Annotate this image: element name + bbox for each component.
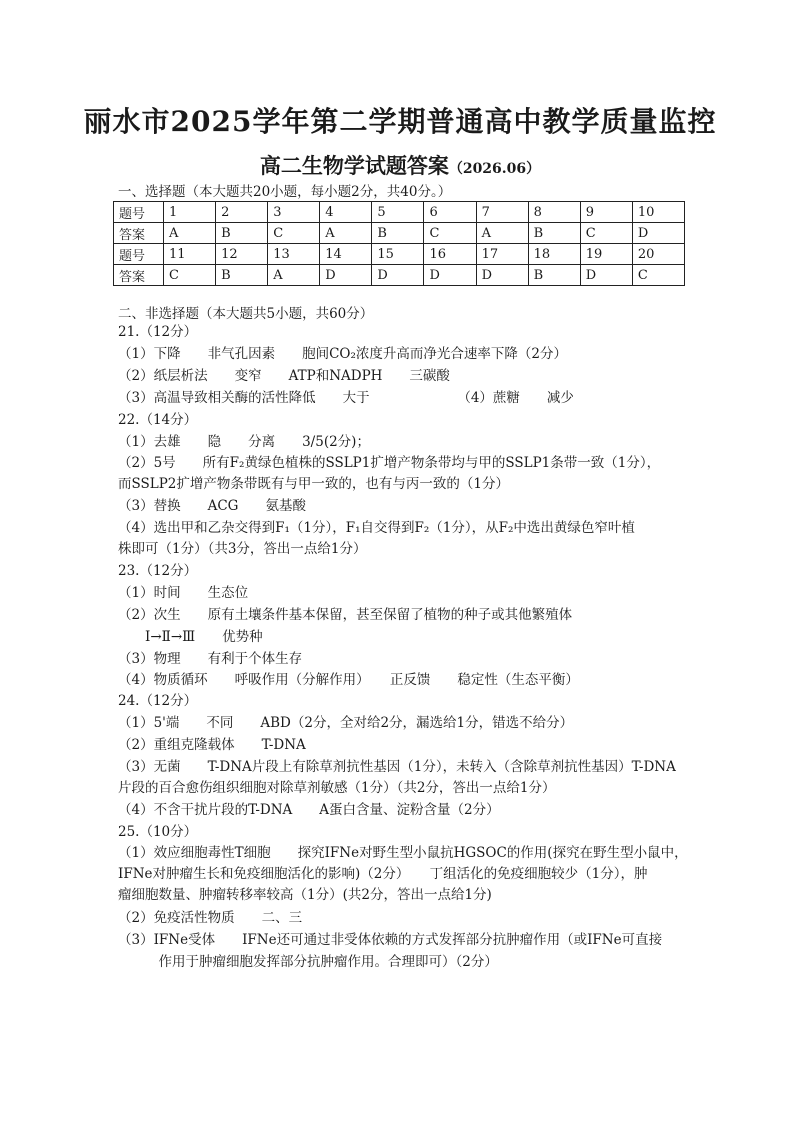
subtitle-date: （2026.06） [448, 161, 541, 177]
table-cell: 15 [372, 244, 424, 265]
subtitle-text: 高二生物学试题答案 [259, 153, 449, 178]
answer-line: 而SSLP2扩增产物条带既有与甲一致的，也有与丙一致的（1分） [118, 476, 509, 492]
table-cell: B [528, 265, 580, 286]
table-row [114, 223, 685, 244]
answer-line: （1）时间 生态位 [118, 585, 249, 601]
table-cell: 8 [528, 202, 580, 223]
table-cell: D [372, 265, 424, 286]
table-cell: 5 [372, 202, 424, 223]
table-cell: B [372, 223, 424, 244]
table-cell: A [268, 265, 320, 286]
answer-line: （1）效应细胞毒性T细胞 探究IFNe对野生型小鼠抗HGSOC的作用(探究在野生型小鼠中， [118, 845, 688, 861]
table-cell: 14 [320, 244, 372, 265]
section-2-heading: 二、非选择题（本大题共5小题，共60分） [118, 306, 374, 322]
table-cell: C [424, 223, 476, 244]
answer-line: （1）去雄 隐 分离 3/5(2分)； [118, 434, 370, 450]
answer-line: （3）IFNe受体 IFNe还可通过非受体依赖的方式发挥部分抗肿瘤作用（或IFNe可直接 [118, 932, 663, 948]
table-row-header: 答案 [114, 265, 164, 286]
table-row-header: 答案 [114, 223, 164, 244]
table-cell: B [216, 265, 268, 286]
table-cell: 1 [164, 202, 216, 223]
section-1-heading: 一、选择题（本大题共20小题，每小题2分，共40分。） [118, 184, 452, 200]
table-cell: B [528, 223, 580, 244]
question-heading: 24.（12分） [118, 693, 198, 709]
answer-line: （2）重组克隆载体 T-DNA [118, 737, 306, 753]
table-row [114, 265, 685, 286]
question-heading: 23.（12分） [118, 563, 198, 579]
answer-line: 作用于肿瘤细胞发挥部分抗肿瘤作用。合理即可）（2分） [118, 954, 498, 970]
answer-line: IFNe对肿瘤生长和免疫细胞活化的影响)（2分） 丁组活化的免疫细胞较少（1分），肿 [118, 866, 648, 882]
table-cell: C [580, 223, 632, 244]
table-cell: 10 [632, 202, 684, 223]
table-cell: C [268, 223, 320, 244]
answer-line: 片段的百合愈伤组织细胞对除草剂敏感（1分）（共2分，答出一点给1分） [118, 780, 556, 796]
table-cell: D [320, 265, 372, 286]
table-row-header: 题号 [114, 244, 164, 265]
table-cell: 7 [476, 202, 528, 223]
table-cell: 6 [424, 202, 476, 223]
answer-line: （1）下降 非气孔因素 胞间CO₂浓度升高而净光合速率下降（2分） [118, 346, 567, 362]
table-row [114, 202, 685, 223]
answer-line: （4）不含干扰片段的T-DNA A蛋白含量、淀粉含量（2分） [118, 802, 500, 818]
table-row [114, 244, 685, 265]
table-cell: 20 [632, 244, 684, 265]
table-cell: 16 [424, 244, 476, 265]
table-cell: C [164, 265, 216, 286]
answer-line: （2）5号 所有F₂黄绿色植株的SSLP1扩增产物条带均与甲的SSLP1条带一致（1分）， [118, 455, 661, 471]
answer-line: （3）替换 ACG 氨基酸 [118, 498, 306, 514]
answer-table [113, 201, 685, 286]
table-cell: A [164, 223, 216, 244]
table-row-header: 题号 [114, 202, 164, 223]
table-cell: 19 [580, 244, 632, 265]
table-cell: 2 [216, 202, 268, 223]
table-cell: 12 [216, 244, 268, 265]
table-cell: 4 [320, 202, 372, 223]
table-cell: 18 [528, 244, 580, 265]
page-title: 丽水市2025学年第二学期普通高中教学质量监控 [83, 105, 717, 138]
answer-line: （3）高温导致相关酶的活性降低 大于 （4）蔗糖 减少 [118, 390, 574, 406]
answer-line: （2）纸层析法 变窄 ATP和NADPH 三碳酸 [118, 368, 450, 384]
table-cell: A [476, 223, 528, 244]
table-cell: D [580, 265, 632, 286]
answer-line: （1）5'端 不同 ABD（2分，全对给2分，漏选给1分，错选不给分） [118, 715, 574, 731]
answer-line: （3）物理 有利于个体生存 [118, 651, 303, 667]
table-cell: D [424, 265, 476, 286]
table-cell: 11 [164, 244, 216, 265]
table-cell: D [476, 265, 528, 286]
answer-line: （2）次生 原有土壤条件基本保留，甚至保留了植物的种子或其他繁殖体 [118, 607, 573, 623]
page-subtitle [0, 150, 800, 180]
answer-line: （4）选出甲和乙杂交得到F₁（1分），F₁自交得到F₂（1分），从F₂中选出黄绿色窄叶植 [118, 520, 635, 536]
question-heading: 25.（10分） [118, 824, 198, 840]
answer-line: （2）免疫活性物质 二、三 [118, 910, 303, 926]
answer-line: 瘤细胞数量、肿瘤转移率较高（1分）(共2分，答出一点给1分) [118, 887, 492, 903]
table-cell: A [320, 223, 372, 244]
table-cell: 17 [476, 244, 528, 265]
table-cell: D [632, 223, 684, 244]
question-heading: 22.（14分） [118, 412, 198, 428]
question-heading: 21.（12分） [118, 324, 198, 340]
answer-line: Ⅰ→Ⅱ→Ⅲ 优势种 [118, 629, 263, 645]
table-cell: C [632, 265, 684, 286]
table-cell: 9 [580, 202, 632, 223]
answer-line: （3）无菌 T-DNA片段上有除草剂抗性基因（1分），未转入（含除草剂抗性基因）T-DNA [118, 759, 676, 775]
table-cell: 13 [268, 244, 320, 265]
answer-line: （4）物质循环 呼吸作用（分解作用） 正反馈 稳定性（生态平衡） [118, 672, 579, 688]
table-cell: 3 [268, 202, 320, 223]
table-cell: B [216, 223, 268, 244]
answer-line: 株即可（1分）（共3分，答出一点给1分） [118, 541, 367, 557]
